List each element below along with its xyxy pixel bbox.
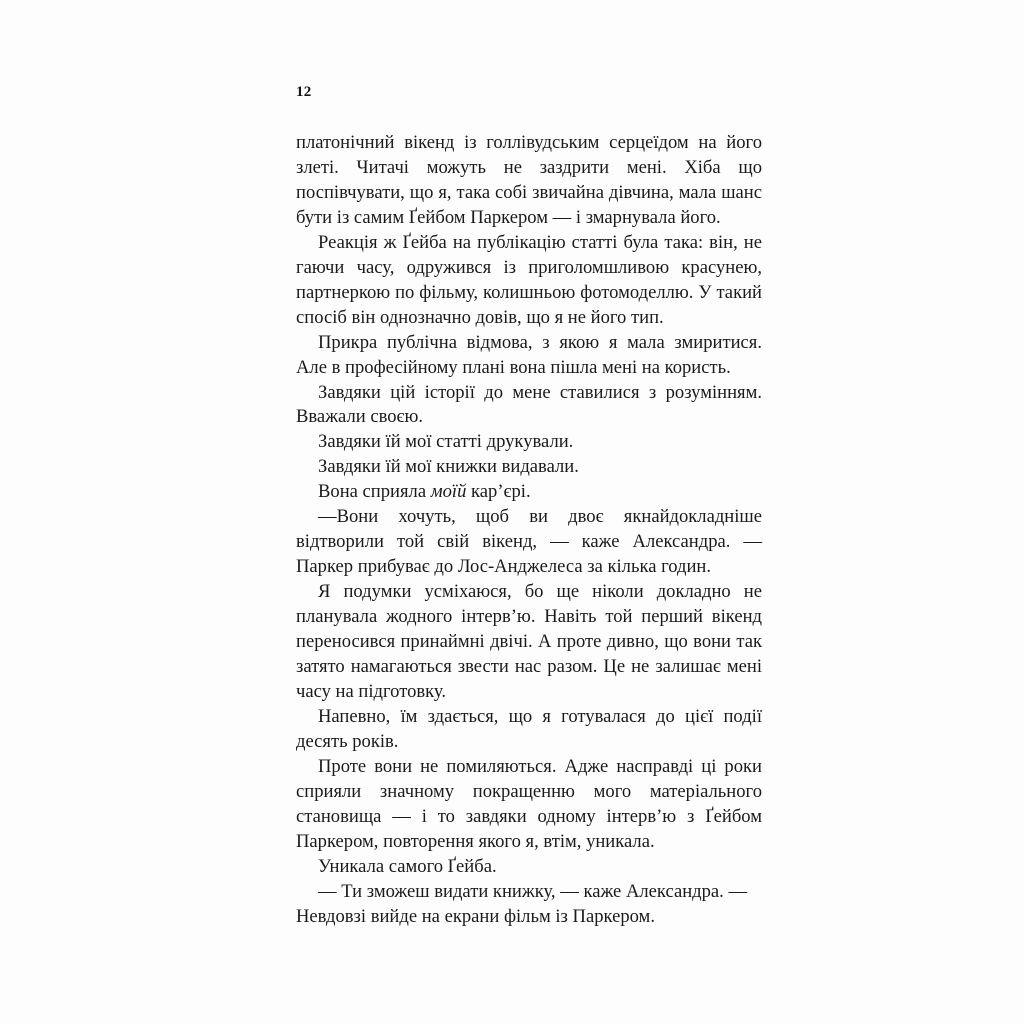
paragraph: Реакція ж Ґейба на публікацію статті була така: він, не гаючи часу, одружився із приголомшливою красунею, партнеркою по фільму, колишньою фотомоделлю. У такий спосіб він однозначно довів, що я не його тип. bbox=[296, 231, 762, 328]
paragraph: Завдяки їй мої статті друкували. bbox=[318, 431, 574, 453]
text-before-emphasis: Вона сприяла bbox=[318, 481, 431, 503]
paragraph: Я подумки усміхаюся, бо ще ніколи докладно не планувала жодного інтерв’ю. Навіть той перший вікенд переносився принаймні двічі. А проте дивно, що вони так затято намагаються звести нас разом. Це не залишає мені часу на підготовку. bbox=[296, 581, 762, 702]
emphasized-word: моїй bbox=[430, 481, 467, 503]
text-after-emphasis: кар’єрі. bbox=[466, 481, 531, 503]
paragraph: Напевно, їм здається, що я готувалася до цієї події десять років. bbox=[296, 705, 762, 752]
paragraph: Прикра публічна відмова, з якою я мала змиритися. Але в професійному плані вона пішла мені на користь. bbox=[296, 331, 762, 378]
paragraph: Завдяки цій історії до мене ставилися з розумінням. Вважали своєю. bbox=[296, 381, 762, 428]
paragraph-with-emphasis bbox=[296, 480, 762, 505]
body-text-block bbox=[296, 131, 762, 930]
paragraph: Уникала самого Ґейба. bbox=[318, 855, 497, 877]
paragraph: Проте вони не помиляються. Адже насправді ці роки сприяли значному покращенню мого матеріального становища — і то завдяки одному інтерв’ю з Ґейбом Паркером, повторення якого я, втім, уникала. bbox=[296, 755, 762, 852]
paragraph: — Ти зможеш видати книжку, — каже Александра. — Невдовзі вийде на екрани фільм із Паркером. bbox=[296, 880, 748, 927]
page-number: 12 bbox=[296, 84, 312, 100]
paragraph: Завдяки їй мої книжки видавали. bbox=[318, 456, 579, 478]
paragraph: —Вони хочуть, щоб ви двоє якнайдокладніше відтворили той свій вікенд, — каже Александра. — Паркер прибуває до Лос-Анджелеса за кілька годин. bbox=[296, 506, 762, 578]
paragraph: платонічний вікенд із голлівудським серцеїдом на його злеті. Читачі можуть не заздрити мені. Хіба що поспівчувати, що я, така собі звичайна дівчина, мала шанс бути із самим Ґейбом Паркером — і змарнувала його. bbox=[296, 132, 762, 228]
